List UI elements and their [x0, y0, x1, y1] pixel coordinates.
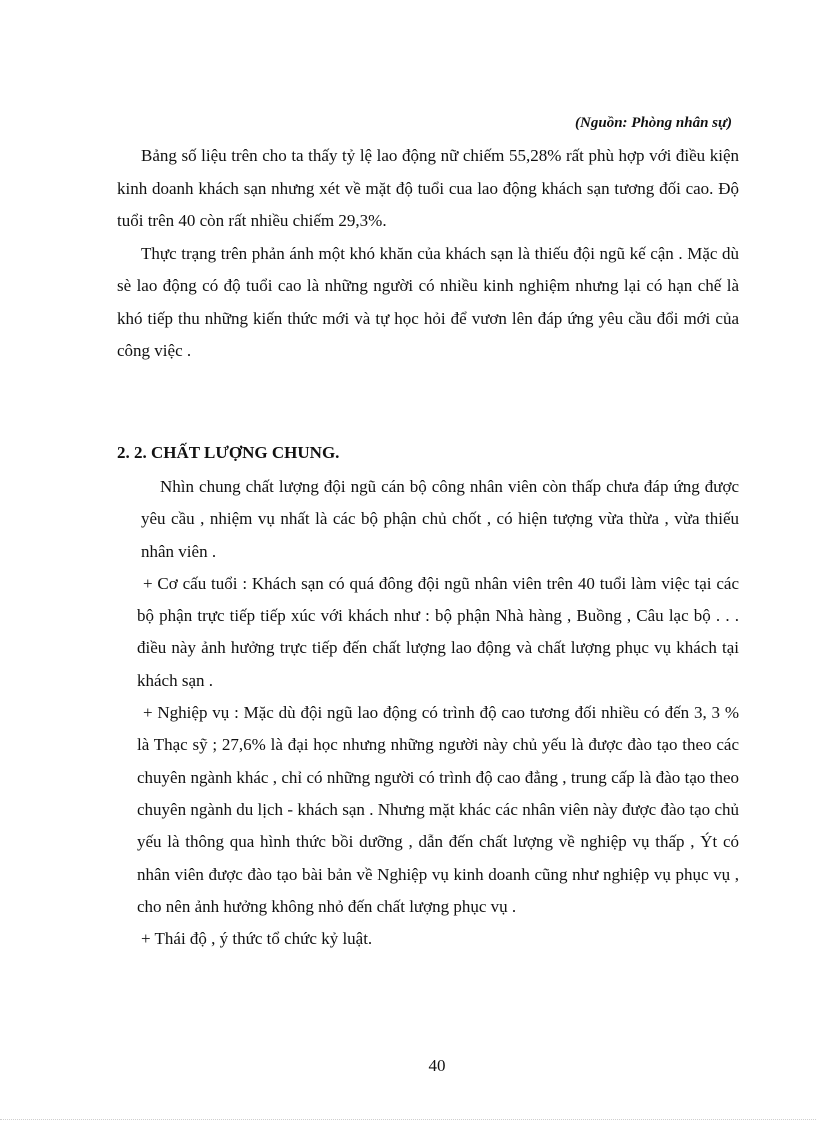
section-heading: 2. 2. CHẤT LƯỢNG CHUNG.: [117, 443, 340, 462]
section-text: [137, 471, 739, 955]
bullet-paragraph: + Thái độ , ý thức tổ chức kỷ luật.: [141, 929, 373, 949]
bullet-paragraph: + Cơ cấu tuổi : Khách sạn có quá đông đội ngũ nhân viên trên 40 tuổi làm việc tại các bộ phận trực tiếp tiếp xúc với khách như : bộ phận Nhà hàng , Buồng , Câu lạc bộ . . . điều này ảnh hưởng trực tiếp đến chất lượng lao động và chất lượng phục vụ khách tại khách sạn .: [137, 573, 739, 690]
intro-text: [117, 140, 739, 368]
paragraph: Thực trạng trên phản ánh một khó khăn của khách sạn là thiếu đội ngũ kế cận . Mặc dù sè lao động có độ tuổi cao là những người có nhiều kinh nghiệm nhưng lại có hạn chế là khó tiếp thu những kiến thức mới và tự học hỏi để vươn lên đáp ứng yêu cầu đổi mới của công việc .: [117, 243, 739, 360]
page-bottom-divider: [0, 1119, 816, 1120]
source-note: (Nguồn: Phòng nhân sự): [575, 115, 732, 131]
page-number: 40: [428, 1056, 446, 1075]
paragraph: Nhìn chung chất lượng đội ngũ cán bộ công nhân viên còn thấp chưa đáp ứng được yêu cầu , nhiệm vụ nhất là các bộ phận chủ chốt , có hiện tượng vừa thừa , vừa thiếu nhân viên .: [141, 477, 739, 561]
paragraph: Bảng số liệu trên cho ta thấy tỷ lệ lao động nữ chiếm 55,28% rất phù hợp với điều kiện kinh doanh khách sạn nhưng xét về mặt độ tuổi cua lao động khách sạn tương đối cao. Độ tuổi trên 40 còn rất nhiều chiếm 29,3%.: [117, 146, 739, 230]
bullet-paragraph: + Nghiệp vụ : Mặc dù đội ngũ lao động có trình độ cao tương đối nhiều có đến 3, 3 % là Thạc sỹ ; 27,6% là đại học nhưng những người này chủ yếu là được đào tạo theo các chuyên ngành khác , chỉ có những người có trình độ cao đẳng , trung cấp là đào tạo theo chuyên ngành du lịch - khách sạn . Nhưng mặt khác các nhân viên này được đào tạo chủ yếu là thông qua hình thức bồi dưỡng , dẫn đến chất lượng về nghiệp vụ thấp , Ýt có nhân viên được đào tạo bài bản về Nghiệp vụ kinh doanh cũng như nghiệp vụ phục vụ , cho nên ảnh hưởng không nhỏ đến chất lượng phục vụ .: [137, 703, 739, 916]
